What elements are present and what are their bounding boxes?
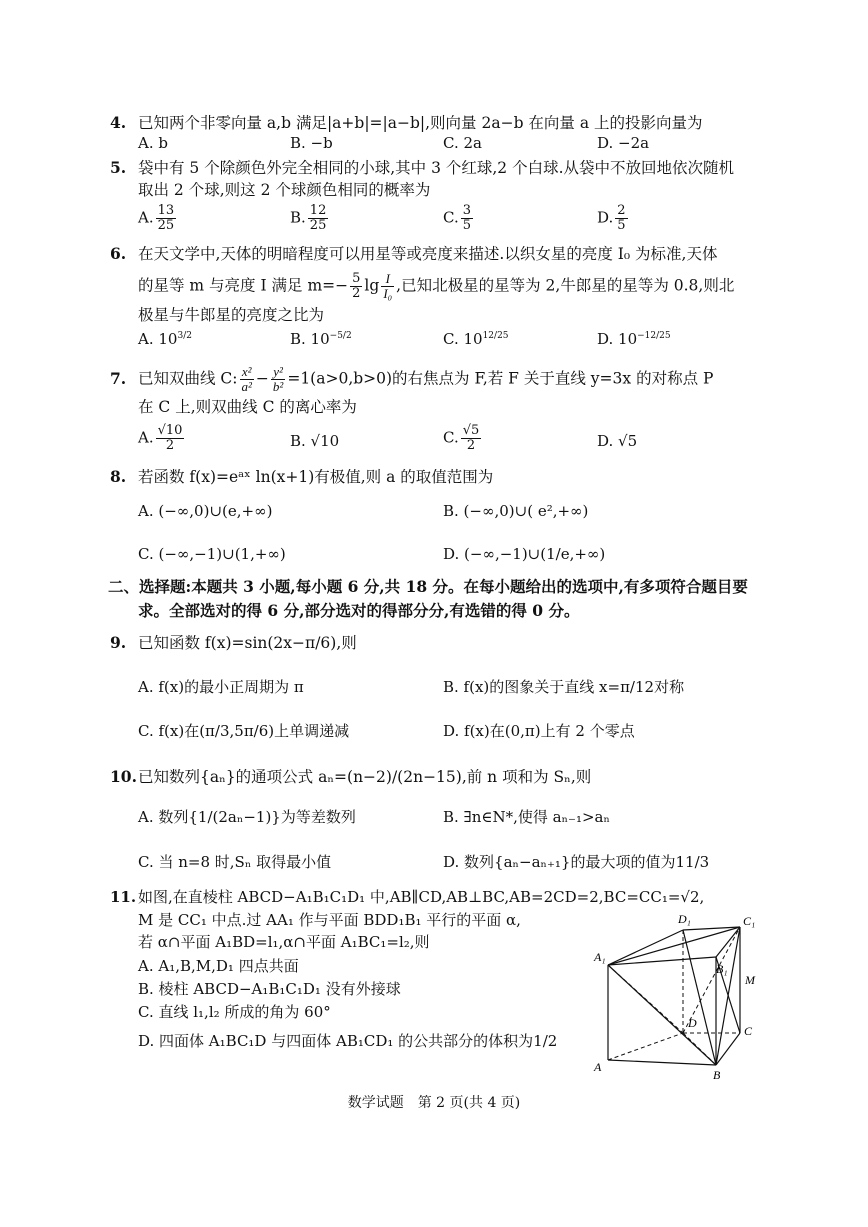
question-number: 5. [110,158,127,177]
label-b1: B₁ [716,962,728,976]
q11-option-b: B. 棱柱 ABCD−A₁B₁C₁D₁ 没有外接球 [138,980,401,998]
q11-option-a: A. A₁,B,M,D₁ 四点共面 [138,957,299,975]
question-stem: 已知函数 f(x)=sin(2x−π/6),则 [138,634,357,652]
label-b: B [713,1068,721,1082]
question-4 [110,112,760,134]
question-number: 7. [110,368,127,388]
q8-option-d: D. (−∞,−1)∪(1/e,+∞) [443,545,606,563]
question-6-line2: 的星等 m 与亮度 I 满足 m=− $\frac{5}{2}$ lg $\frac{I}{\text{I₀}}$ ,已知北极星的星等为 2,牛郎星的星等为 0.8,则北 [138,271,735,301]
question-5 [110,157,760,179]
question-11-line3: 若 α∩平面 A₁BD=l₁,α∩平面 A₁BC₁=l₂,则 [138,933,430,951]
section-2-header-line1: 二、选择题:本题共 3 小题,每小题 6 分,共 18 分。在每小题给出的选项中,有多项符合题目要 [108,577,748,596]
question-stem-line1: 在天文学中,天体的明暗程度可以用星等或亮度来描述.以织女星的亮度 I₀ 为标准,天体 [138,245,718,263]
question-number: 8. [110,467,127,486]
page-footer: 数学试题 第 2 页(共 4 页) [347,1095,521,1111]
label-m: M [745,973,755,987]
question-7-line2: 在 C 上,则双曲线 C 的离心率为 [138,398,357,416]
question-5-line2: 取出 2 个球,则这 2 个球颜色相同的概率为 [138,181,431,199]
question-stem: 若函数 f(x)=eᵃˣ ln(x+1)有极值,则 a 的取值范围为 [138,468,494,486]
label-c: C [744,1024,753,1038]
question-10 [110,766,760,788]
question-8 [110,466,760,488]
question-number: 4. [110,113,127,132]
question-11-line2: M 是 CC₁ 中点.过 AA₁ 作与平面 BDD₁B₁ 平行的平面 α, [138,911,521,929]
q6-option-b: B. $10^{-5/2}$ [290,330,352,348]
q9-option-d: D. f(x)在(0,π)上有 2 个零点 [443,722,635,740]
q6-option-c: C. $10^{12/25}$ [443,330,509,348]
q4-option-c: C. 2a [443,134,482,152]
q10-option-a: A. 数列{1/(2aₙ−1)}为等差数列 [138,808,356,826]
q10-option-c: C. 当 n=8 时,Sₙ 取得最小值 [138,853,332,871]
q10-option-b: B. ∃n∈N*,使得 aₙ₋₁>aₙ [443,808,610,826]
question-number: 10. [110,767,137,786]
q9-option-b: B. f(x)的图象关于直线 x=π/12对称 [443,678,685,696]
question-6-line3: 极星与牛郎星的亮度之比为 [138,306,325,324]
q8-option-b: B. (−∞,0)∪( e²,+∞) [443,502,589,520]
question-number: 9. [110,633,127,652]
q6-option-a: A. $10^{3/2}$ [138,330,192,348]
q7-option-b: B. √10 [290,432,340,450]
question-stem-line1: 如图,在直棱柱 ABCD−A₁B₁C₁D₁ 中,AB∥CD,AB⊥BC,AB=2CD=2,BC=CC₁=√2, [138,888,705,906]
label-a1: A₁ [594,950,606,964]
q5-option-a: A. $\frac{13}{25}$ [138,203,175,233]
q5-option-c: C. $\frac{3}{5}$ [443,203,471,233]
q4-option-d: D. −2a [597,134,650,152]
q4-option-a: A. b [138,134,168,152]
question-stem-line1: 袋中有 5 个除颜色外完全相同的小球,其中 3 个红球,2 个白球.从袋中不放回地依次随机 [138,159,735,177]
q10-option-d: D. 数列{aₙ−aₙ₊₁}的最大项的值为11/3 [443,853,710,871]
question-7: 7. 已知双曲线 C: $\frac{\text{x²}}{\text{a²}}$ − $\frac{\text{y²}}{\text{b²}}$ =1(a>0,b>0)的右焦点为 F,若 F 关于直线 y=3x 的对称点 P [110,364,714,394]
q7-option-a: A. $\frac{√10}{2}$ [138,423,183,453]
label-d: D [688,1016,697,1030]
question-number: 11. [110,888,137,906]
q8-option-c: C. (−∞,−1)∪(1,+∞) [138,545,286,563]
label-c1: C₁ [743,914,756,928]
q11-option-c: C. 直线 l₁,l₂ 所成的角为 60° [138,1003,331,1021]
question-number: 6. [110,244,127,263]
question-stem: 已知数列{aₙ}的通项公式 aₙ=(n−2)/(2n−15),前 n 项和为 Sₙ,则 [138,768,592,786]
prism-figure [588,905,768,1085]
q8-option-a: A. (−∞,0)∪(e,+∞) [138,502,273,520]
question-9 [110,632,760,654]
question-6 [110,243,760,265]
question-stem: 已知两个非零向量 a,b 满足|a+b|=|a−b|,则向量 2a−b 在向量 a 上的投影向量为 [138,114,703,132]
q11-option-d: D. 四面体 A₁BC₁D 与四面体 AB₁CD₁ 的公共部分的体积为1/2 [138,1032,558,1050]
label-a: A [594,1060,602,1074]
q7-option-d: D. √5 [597,432,638,450]
q5-option-b: B. $\frac{12}{25}$ [290,203,327,233]
section-2-header-line2: 求。全部选对的得 6 分,部分选对的得部分分,有选错的得 0 分。 [138,601,580,620]
q9-option-a: A. f(x)的最小正周期为 π [138,678,304,696]
label-d1: D₁ [678,912,691,926]
q7-option-c: C. $\frac{√5}{2}$ [443,423,480,453]
q5-option-d: D. $\frac{2}{5}$ [597,203,626,233]
q6-option-d: D. $10^{-12/25}$ [597,330,671,348]
q9-option-c: C. f(x)在(π/3,5π/6)上单调递减 [138,722,350,740]
q4-option-b: B. −b [290,134,333,152]
